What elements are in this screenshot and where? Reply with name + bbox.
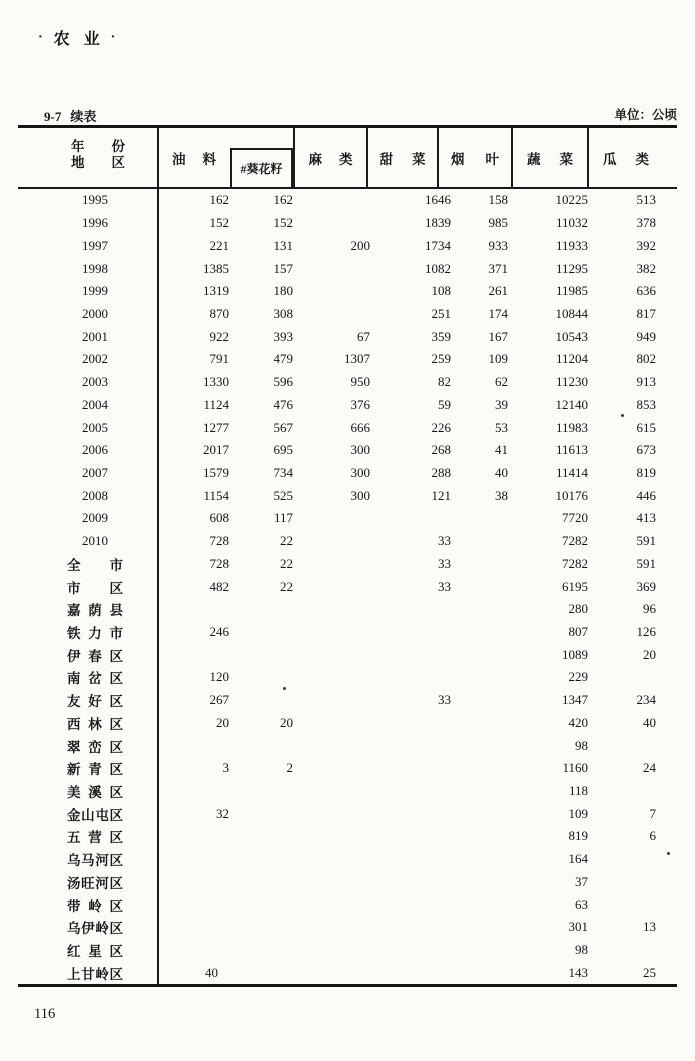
cell-sunflower-seed: 22	[280, 578, 293, 594]
cell-sunflower-seed: 525	[273, 487, 293, 503]
header-sugar-beet-label: 甜菜	[379, 151, 426, 167]
cell-oil-crops: 482	[209, 578, 229, 594]
row-label: 西林区	[67, 716, 123, 732]
row-label: 带岭区	[67, 898, 123, 914]
cell-vegetables: 280	[568, 601, 588, 617]
cell-sugar-beet: 33	[438, 578, 451, 594]
row-label-cell	[18, 599, 158, 619]
row-label: 2009	[82, 510, 108, 526]
cell-sunflower-seed: 308	[273, 305, 293, 321]
cell-oil-crops: 870	[209, 305, 229, 321]
print-speck	[667, 852, 670, 855]
header-melons	[587, 128, 677, 187]
row-label: 2008	[82, 487, 108, 503]
row-label: 市区	[67, 580, 123, 596]
row-label: 2004	[82, 396, 108, 412]
cell-sunflower-seed: 596	[273, 374, 293, 390]
row-label: 金山屯区	[67, 807, 123, 823]
cell-tobacco: 62	[495, 374, 508, 390]
table-row	[18, 257, 677, 280]
cell-oil-crops: 267	[209, 692, 229, 708]
cell-vegetables: 420	[568, 714, 588, 730]
cell-melons: 513	[636, 192, 656, 208]
row-label-cell	[18, 397, 158, 413]
cell-hemp: 67	[357, 328, 370, 344]
table-row	[18, 484, 677, 507]
row-label: 上甘岭区	[67, 966, 123, 982]
cell-sugar-beet: 82	[438, 374, 451, 390]
table-row	[18, 439, 677, 462]
row-label: 伊春区	[67, 648, 123, 664]
row-label: 2001	[82, 328, 108, 344]
row-label-cell	[18, 420, 158, 436]
cell-vegetables: 10844	[555, 305, 588, 321]
statistics-table	[18, 125, 677, 987]
row-label-cell	[18, 963, 158, 983]
cell-sunflower-seed: 20	[280, 714, 293, 730]
cell-vegetables: 11204	[555, 351, 588, 367]
header-sugar-beet	[366, 128, 437, 187]
cell-vegetables: 301	[568, 919, 588, 935]
cell-sugar-beet: 226	[431, 419, 451, 435]
cell-hemp: 200	[350, 237, 370, 253]
table-row	[18, 802, 677, 825]
row-label: 乌马河区	[67, 853, 123, 869]
cell-sugar-beet: 259	[431, 351, 451, 367]
table-row	[18, 939, 677, 962]
row-label-cell	[18, 622, 158, 642]
cell-sunflower-seed: 479	[273, 351, 293, 367]
cell-melons: 673	[636, 442, 656, 458]
cell-vegetables: 12140	[555, 396, 588, 412]
cell-melons: 819	[636, 464, 656, 480]
cell-hemp: 376	[350, 396, 370, 412]
cell-sugar-beet: 1082	[425, 260, 451, 276]
row-label-cell	[18, 713, 158, 733]
cell-vegetables: 10543	[555, 328, 588, 344]
table-row	[18, 325, 677, 348]
cell-vegetables: 11985	[555, 283, 588, 299]
row-label-cell	[18, 736, 158, 756]
cell-oil-crops: 1124	[203, 396, 229, 412]
row-header-cell	[18, 128, 157, 187]
cell-vegetables: 1089	[562, 646, 588, 662]
cell-sugar-beet: 288	[431, 464, 451, 480]
cell-tobacco: 167	[488, 328, 508, 344]
table-row	[18, 189, 677, 212]
cell-vegetables: 819	[568, 828, 588, 844]
cell-oil-crops: 221	[209, 237, 229, 253]
header-vegetables-label: 蔬菜	[527, 151, 573, 167]
row-label: 2005	[82, 419, 108, 435]
cell-melons: 802	[636, 351, 656, 367]
table-row	[18, 825, 677, 848]
cell-hemp: 300	[350, 464, 370, 480]
cell-vegetables: 10225	[555, 192, 588, 208]
table-row	[18, 780, 677, 803]
cell-hemp: 300	[350, 442, 370, 458]
row-header-line2: 地区	[71, 155, 125, 170]
cell-oil-crops: 791	[209, 351, 229, 367]
cell-oil-crops: 1319	[203, 283, 229, 299]
header-sunflower-seed-box	[230, 148, 293, 189]
cell-oil-crops: 1154	[203, 487, 229, 503]
row-label: 乌伊岭区	[67, 921, 123, 937]
unit-label: 单位：公顷	[614, 108, 677, 122]
cell-tobacco: 38	[495, 487, 508, 503]
row-label-cell	[18, 917, 158, 937]
row-label-cell	[18, 351, 158, 367]
cell-vegetables: 229	[568, 669, 588, 685]
cell-oil-crops: 40	[205, 964, 218, 980]
print-speck	[621, 414, 624, 417]
cell-oil-crops: 1385	[203, 260, 229, 276]
cell-sugar-beet: 33	[438, 533, 451, 549]
cell-sugar-beet: 121	[431, 487, 451, 503]
table-row	[18, 507, 677, 530]
row-label-cell	[18, 554, 158, 574]
row-label: 铁力市	[67, 626, 123, 642]
cell-sunflower-seed: 117	[273, 510, 293, 526]
table-row	[18, 734, 677, 757]
column-divider	[157, 128, 159, 984]
cell-oil-crops: 246	[209, 624, 229, 640]
row-label: 新青区	[67, 762, 123, 778]
cell-vegetables: 11414	[555, 464, 588, 480]
row-label: 翠峦区	[67, 739, 123, 755]
row-label-cell	[18, 940, 158, 960]
table-row	[18, 893, 677, 916]
row-label: 1999	[82, 283, 108, 299]
cell-sunflower-seed: 162	[273, 192, 293, 208]
row-label-cell	[18, 488, 158, 504]
table-caption-text: 续表	[70, 109, 97, 124]
cell-sugar-beet: 268	[431, 442, 451, 458]
cell-sugar-beet: 33	[438, 692, 451, 708]
cell-sunflower-seed: 476	[273, 396, 293, 412]
row-label-cell	[18, 645, 158, 665]
cell-melons: 382	[636, 260, 656, 276]
cell-melons: 6	[649, 828, 656, 844]
row-label-cell	[18, 826, 158, 846]
table-row	[18, 212, 677, 235]
row-label: 南岔区	[67, 671, 123, 687]
header-vegetables	[511, 128, 587, 187]
row-label-cell	[18, 849, 158, 869]
header-melons-label: 瓜类	[603, 151, 649, 167]
row-label-cell	[18, 283, 158, 299]
bullet-right-icon: ·	[110, 29, 116, 45]
cell-hemp: 1307	[344, 351, 370, 367]
row-label: 1996	[82, 215, 108, 231]
cell-oil-crops: 608	[209, 510, 229, 526]
cell-melons: 413	[636, 510, 656, 526]
cell-vegetables: 10176	[555, 487, 588, 503]
cell-melons: 40	[643, 714, 656, 730]
cell-sugar-beet: 33	[438, 555, 451, 571]
cell-vegetables: 164	[568, 851, 588, 867]
table-row	[18, 712, 677, 735]
table-row	[18, 871, 677, 894]
cell-oil-crops: 1579	[203, 464, 229, 480]
cell-melons: 636	[636, 283, 656, 299]
cell-oil-crops: 120	[209, 669, 229, 685]
row-label: 友好区	[67, 694, 123, 710]
cell-melons: 913	[636, 374, 656, 390]
cell-vegetables: 98	[575, 737, 588, 753]
row-label-cell	[18, 577, 158, 597]
cell-vegetables: 63	[575, 896, 588, 912]
table-header	[18, 128, 677, 189]
row-label: 1998	[82, 260, 108, 276]
cell-melons: 591	[636, 533, 656, 549]
cell-sugar-beet: 1646	[425, 192, 451, 208]
cell-sunflower-seed: 157	[273, 260, 293, 276]
cell-tobacco: 41	[495, 442, 508, 458]
table-row	[18, 393, 677, 416]
row-label: 2010	[82, 533, 108, 549]
cell-vegetables: 11933	[555, 237, 588, 253]
row-label: 嘉荫县	[67, 603, 123, 619]
cell-sugar-beet: 359	[431, 328, 451, 344]
row-label: 1997	[82, 237, 108, 253]
cell-sunflower-seed: 152	[273, 215, 293, 231]
cell-vegetables: 118	[568, 783, 588, 799]
table-row	[18, 371, 677, 394]
cell-melons: 24	[643, 760, 656, 776]
cell-hemp: 950	[350, 374, 370, 390]
cell-oil-crops: 162	[209, 192, 229, 208]
cell-sunflower-seed: 2	[286, 760, 293, 776]
table-row	[18, 575, 677, 598]
cell-vegetables: 1160	[562, 760, 588, 776]
row-header-line1: 年份	[71, 139, 125, 154]
table-row	[18, 757, 677, 780]
table-row	[18, 234, 677, 257]
cell-melons: 20	[643, 646, 656, 662]
cell-sugar-beet: 1839	[425, 215, 451, 231]
table-row	[18, 961, 677, 984]
cell-melons: 949	[636, 328, 656, 344]
cell-vegetables: 11230	[555, 374, 588, 390]
header-oil-crops	[158, 128, 230, 187]
cell-sugar-beet: 251	[431, 305, 451, 321]
row-label-cell	[18, 804, 158, 824]
cell-vegetables: 7720	[562, 510, 588, 526]
cell-tobacco: 53	[495, 419, 508, 435]
row-label: 汤旺河区	[67, 875, 123, 891]
table-row	[18, 848, 677, 871]
row-label: 五营区	[67, 830, 123, 846]
cell-oil-crops: 728	[209, 533, 229, 549]
table-number: 9-7	[44, 109, 62, 124]
header-tobacco	[437, 128, 511, 187]
table-row	[18, 416, 677, 439]
row-label-cell	[18, 895, 158, 915]
cell-oil-crops: 1330	[203, 374, 229, 390]
row-label-cell	[18, 374, 158, 390]
cell-oil-crops: 728	[209, 555, 229, 571]
row-label: 全市	[67, 557, 123, 573]
table-row	[18, 280, 677, 303]
table-row	[18, 916, 677, 939]
cell-vegetables: 11295	[555, 260, 588, 276]
table-row	[18, 530, 677, 553]
section-header	[38, 26, 115, 49]
row-label-cell	[18, 533, 158, 549]
cell-melons: 378	[636, 215, 656, 231]
section-title: 农业	[53, 31, 100, 48]
cell-tobacco: 158	[488, 192, 508, 208]
cell-sugar-beet: 108	[431, 283, 451, 299]
table-row	[18, 303, 677, 326]
row-label-cell	[18, 215, 158, 231]
row-label: 红星区	[67, 944, 123, 960]
cell-sunflower-seed: 22	[280, 555, 293, 571]
cell-sunflower-seed: 695	[273, 442, 293, 458]
cell-oil-crops: 1277	[203, 419, 229, 435]
table-row	[18, 598, 677, 621]
cell-oil-crops: 2017	[203, 442, 229, 458]
row-label: 2006	[82, 442, 108, 458]
cell-sunflower-seed: 131	[273, 237, 293, 253]
row-label: 2002	[82, 351, 108, 367]
row-label: 2007	[82, 464, 108, 480]
cell-sunflower-seed: 22	[280, 533, 293, 549]
row-label-cell	[18, 442, 158, 458]
table-row	[18, 462, 677, 485]
header-hemp-label: 麻类	[308, 151, 353, 167]
cell-hemp: 666	[350, 419, 370, 435]
cell-hemp: 300	[350, 487, 370, 503]
cell-vegetables: 11613	[555, 442, 588, 458]
page-number: 116	[34, 1006, 56, 1022]
cell-vegetables: 807	[568, 624, 588, 640]
table-row	[18, 348, 677, 371]
cell-vegetables: 11032	[555, 215, 588, 231]
table-row	[18, 553, 677, 576]
row-label: 美溪区	[67, 785, 123, 801]
row-label-cell	[18, 667, 158, 687]
cell-sugar-beet: 1734	[425, 237, 451, 253]
cell-sunflower-seed: 567	[273, 419, 293, 435]
cell-vegetables: 7282	[562, 555, 588, 571]
cell-vegetables: 37	[575, 873, 588, 889]
cell-melons: 369	[636, 578, 656, 594]
cell-vegetables: 6195	[562, 578, 588, 594]
cell-tobacco: 371	[488, 260, 508, 276]
cell-tobacco: 174	[488, 305, 508, 321]
header-hemp	[293, 128, 366, 187]
cell-oil-crops: 152	[209, 215, 229, 231]
row-label-cell	[18, 329, 158, 345]
cell-vegetables: 7282	[562, 533, 588, 549]
header-oil-label: 油料	[172, 151, 216, 167]
cell-oil-crops: 20	[216, 714, 229, 730]
cell-tobacco: 933	[488, 237, 508, 253]
cell-sunflower-seed: 393	[273, 328, 293, 344]
cell-melons: 13	[643, 919, 656, 935]
row-label-cell	[18, 261, 158, 277]
table-row	[18, 689, 677, 712]
bullet-left-icon: ·	[38, 29, 43, 45]
cell-vegetables: 11983	[555, 419, 588, 435]
cell-tobacco: 109	[488, 351, 508, 367]
cell-melons: 7	[649, 805, 656, 821]
cell-melons: 126	[636, 624, 656, 640]
cell-melons: 446	[636, 487, 656, 503]
cell-melons: 96	[643, 601, 656, 617]
cell-melons: 615	[636, 419, 656, 435]
row-label: 2000	[82, 305, 108, 321]
row-label-cell	[18, 306, 158, 322]
cell-melons: 817	[636, 305, 656, 321]
table-caption	[44, 106, 96, 125]
cell-tobacco: 261	[488, 283, 508, 299]
cell-vegetables: 143	[568, 964, 588, 980]
cell-vegetables: 98	[575, 942, 588, 958]
cell-oil-crops: 32	[216, 805, 229, 821]
print-speck	[283, 687, 286, 690]
row-label-cell	[18, 872, 158, 892]
header-tobacco-label: 烟叶	[451, 151, 499, 167]
cell-oil-crops: 922	[209, 328, 229, 344]
cell-melons: 25	[643, 964, 656, 980]
row-label: 1995	[82, 192, 108, 208]
cell-sugar-beet: 59	[438, 396, 451, 412]
row-label-cell	[18, 238, 158, 254]
table-row	[18, 666, 677, 689]
cell-sunflower-seed: 180	[273, 283, 293, 299]
row-label-cell	[18, 192, 158, 208]
row-label-cell	[18, 758, 158, 778]
cell-tobacco: 40	[495, 464, 508, 480]
cell-oil-crops: 3	[222, 760, 229, 776]
row-label: 2003	[82, 374, 108, 390]
cell-vegetables: 1347	[562, 692, 588, 708]
table-body	[18, 189, 677, 984]
cell-sunflower-seed: 734	[273, 464, 293, 480]
cell-melons: 853	[636, 396, 656, 412]
table-row	[18, 621, 677, 644]
table-row	[18, 643, 677, 666]
cell-tobacco: 39	[495, 396, 508, 412]
row-label-cell	[18, 690, 158, 710]
row-label-cell	[18, 781, 158, 801]
row-label-cell	[18, 465, 158, 481]
row-label-cell	[18, 510, 158, 526]
cell-melons: 234	[636, 692, 656, 708]
cell-melons: 591	[636, 555, 656, 571]
cell-melons: 392	[636, 237, 656, 253]
header-sunflower-seed-label: #葵花籽	[240, 162, 283, 176]
cell-tobacco: 985	[488, 215, 508, 231]
cell-vegetables: 109	[568, 805, 588, 821]
